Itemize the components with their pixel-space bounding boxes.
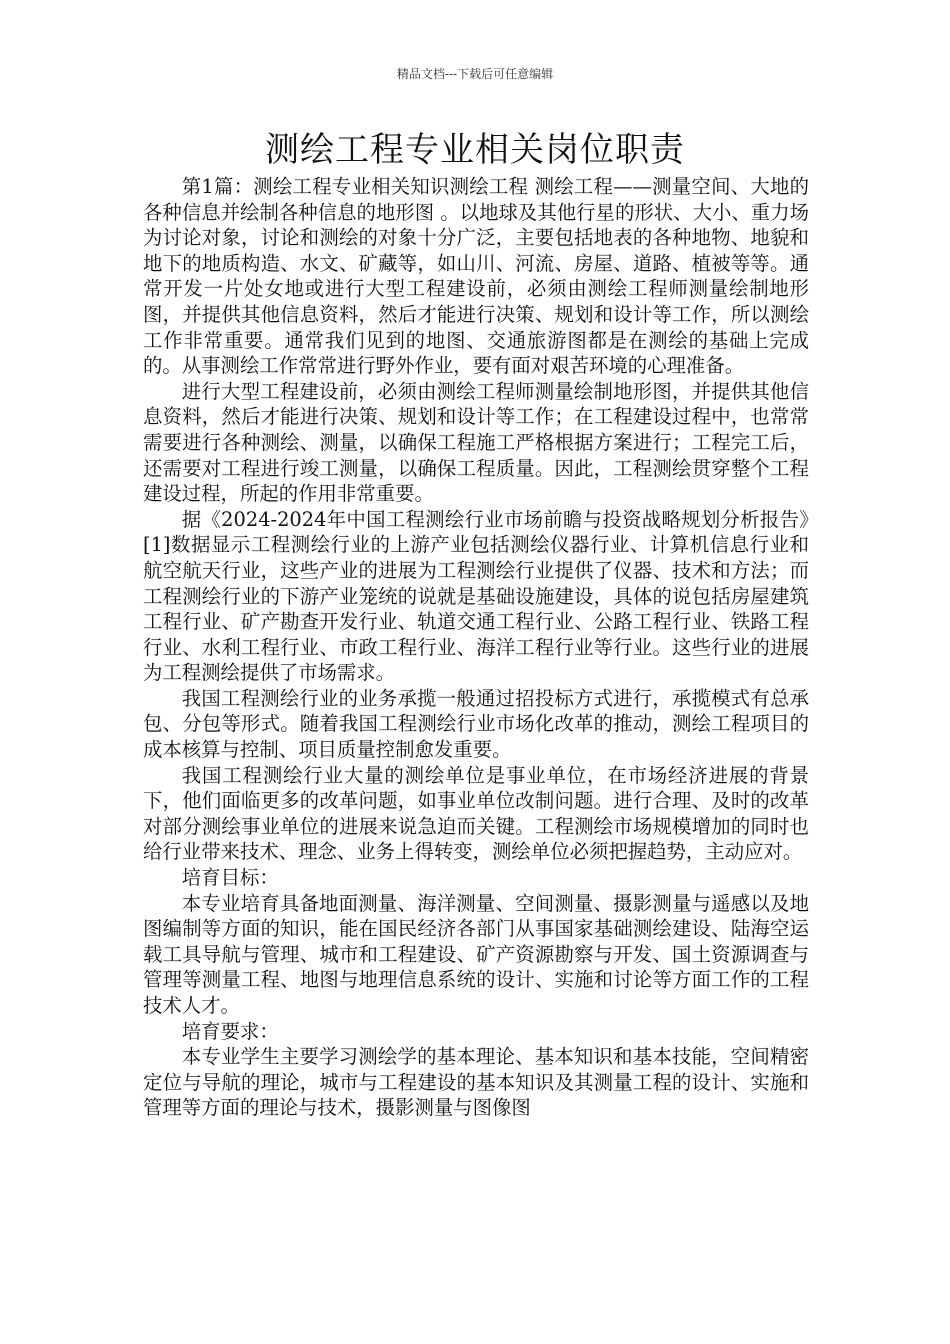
document-body	[143, 174, 809, 1121]
page-header: 精品文档---下载后可任意编辑	[396, 67, 554, 81]
paragraph-training-requirements: 本专业学生主要学习测绘学的基本理论、基本知识和基本技能，空间精密定位与导航的理论，城市与工程建设的基本知识及其测量工程的设计、实施和管理等方面的理论与技术，摄影测量与图像图	[143, 1045, 809, 1120]
document-title: 测绘工程专业相关岗位职责	[265, 130, 685, 170]
paragraph-engineering-construction: 进行大型工程建设前，必须由测绘工程师测量绘制地形图，并提供其他信息资料，然后才能进行决策、规划和设计等工作；在工程建设过程中，也常常需要进行各种测绘、测量，以确保工程施工严格根据方案进行；工程完工后，还需要对工程进行竣工测量，以确保工程质量。因此，工程测绘贯穿整个工程建设过程，所起的作用非常重要。	[143, 379, 809, 506]
section-heading-training-requirements: 培育要求：	[181, 1019, 279, 1043]
paragraph-intro: 第1篇：测绘工程专业相关知识测绘工程 测绘工程——测量空间、大地的各种信息并绘制各种信息的地形图 。以地球及其他行星的形状、大小、重力场为讨论对象，讨论和测绘的对象十分广泛，主要包括地表的各种地物、地貌和地下的地质构造、水文、矿藏等，如山川、河流、房屋、道路、植被等等。通常开发一片处女地或进行大型工程建设前，必须由测绘工程师测量绘制地形图，并提供其他信息资料，然后才能进行决策、规划和设计等工作，所以测绘工作非常重要。通常我们见到的地图、交通旅游图都是在测绘的基础上完成的。从事测绘工作常常进行野外作业，要有面对艰苦环境的心理准备。	[143, 175, 809, 378]
paragraph-reform: 我国工程测绘行业大量的测绘单位是事业单位，在市场经济进展的背景下，他们面临更多的改革问题，如事业单位改制问题。进行合理、及时的改革对部分测绘事业单位的进展来说急迫而关键。工程测绘市场规模增加的同时也给行业带来技术、理念、业务上得转变，测绘单位必须把握趋势，主动应对。	[143, 763, 809, 864]
paragraph-training-goals: 本专业培育具备地面测量、海洋测量、空间测量、摄影测量与遥感以及地图编制等方面的知识，能在国民经济各部门从事国家基础测绘建设、陆海空运载工具导航与管理、城市和工程建设、矿产资源勘察与开发、国土资源调查与管理等测量工程、地图与地理信息系统的设计、实施和讨论等方面工作的工程技术人才。	[143, 891, 809, 1017]
paragraph-industry-report: 据《2024-2024年中国工程测绘行业市场前瞻与投资战略规划分析报告》[1]数据显示工程测绘行业的上游产业包括测绘仪器行业、计算机信息行业和航空航天行业，这些产业的进展为工程测绘行业提供了仪器、技术和方法；而工程测绘行业的下游产业笼统的说就是基础设施建设，具体的说包括房屋建筑工程行业、矿产勘查开发行业、轨道交通工程行业、公路工程行业、铁路工程行业、水利工程行业、市政工程行业、海洋工程行业等行业。这些行业的进展为工程测绘提供了市场需求。	[143, 507, 809, 685]
section-heading-training-goals: 培育目标：	[181, 866, 279, 890]
paragraph-bidding: 我国工程测绘行业的业务承揽一般通过招投标方式进行，承揽模式有总承包、分包等形式。随着我国工程测绘行业市场化改革的推动，测绘工程项目的成本核算与控制、项目质量控制愈发重要。	[143, 686, 809, 762]
